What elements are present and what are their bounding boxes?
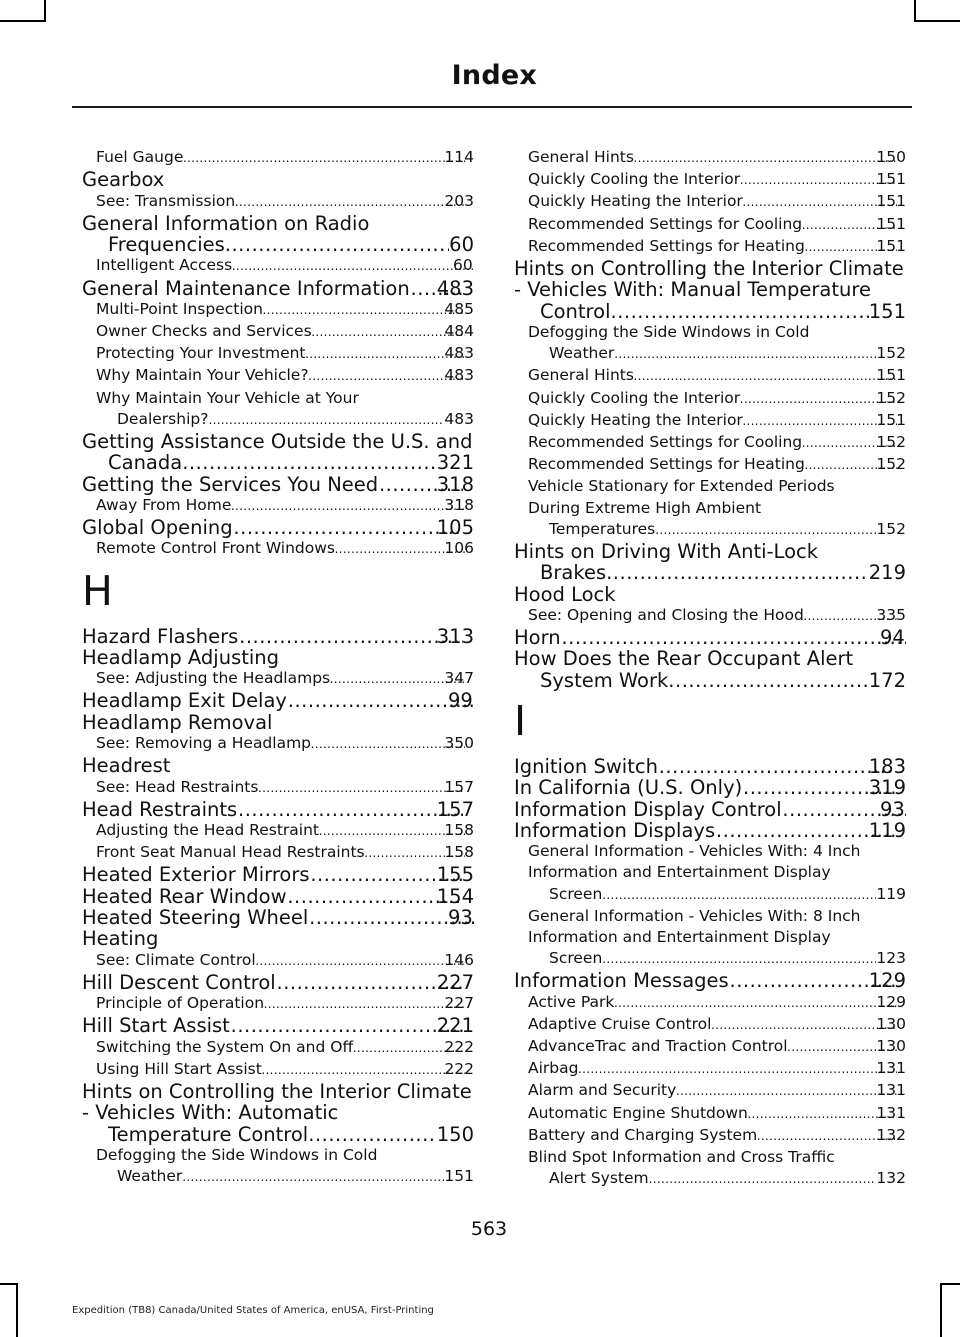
index-subentry [514,388,906,410]
page-ref[interactable]: 132 [876,1125,906,1144]
page-ref[interactable]: 221 [436,1014,474,1038]
entry-label: See: Adjusting the Headlamps [96,669,331,688]
page-ref[interactable]: 152 [876,388,906,407]
page-ref[interactable]: 152 [876,455,906,474]
page-ref[interactable]: 119 [876,884,906,903]
entry-line: Blind Spot Information and Cross Traffic [528,1148,835,1167]
page-ref[interactable]: 151 [876,170,906,189]
page-ref[interactable]: 158 [444,843,474,862]
entry-label: Global Opening [82,516,233,540]
index-entry [514,258,906,322]
entry-label: Heated Exterior Mirrors [82,863,310,887]
page-ref[interactable]: 227 [444,994,474,1013]
index-subentry [82,343,474,365]
page-ref[interactable]: 183 [868,754,906,778]
page-ref[interactable]: 318 [436,472,474,496]
entry-label: Recommended Settings for Heating [528,455,805,474]
page-ref[interactable]: 157 [436,797,474,821]
index-entry [82,712,474,733]
index-subentry [82,993,474,1015]
leader-dots [309,365,466,387]
page-ref[interactable]: 151 [444,1167,474,1186]
index-subentry [514,147,906,169]
index-subentry [514,454,906,476]
section-letter: H [82,566,113,615]
index-subentry [514,605,906,627]
entry-label: General Hints [528,148,634,166]
entry-label: Quickly Cooling the Interior [528,388,741,407]
index-entry [82,213,474,256]
index-subentry [82,842,474,864]
index-subentry: Intelligent Access ..... 60 [82,255,474,277]
entry-label: Front Seat Manual Head Restraints [96,843,365,862]
entry-label: See: Head Restraints [96,777,259,796]
index-subentry [82,388,474,431]
index-entry [82,799,474,820]
index-subentry [514,432,906,454]
page-ref[interactable]: 129 [876,992,906,1011]
page-ref[interactable]: 119 [868,818,906,842]
page-ref[interactable]: 318 [444,495,474,514]
leader-dots [182,452,437,473]
entry-line: General Information - Vehicles With: 8 Inch [528,906,861,925]
page-ref[interactable]: 222 [444,1059,474,1078]
entry-line: Getting Assistance Outside the U.S. and [82,430,473,454]
page-ref[interactable]: 152 [876,344,906,363]
crop-mark-bottom-right [940,1283,960,1285]
entry-label: Information Messages [514,969,729,993]
entry-line: Hints on Driving With Anti-Lock [514,539,819,563]
entry-label: Alarm and Security [528,1081,677,1100]
entry-line: Vehicle Stationary for Extended Periods [528,477,835,496]
entry-label: Principle of Operation [96,994,265,1013]
leader-dots [561,627,906,648]
page-ref[interactable]: 150 [436,1122,474,1146]
page-ref[interactable]: 321 [436,451,474,475]
entry-label: Temperature Control [108,1122,309,1146]
index-subentry [514,322,906,365]
entry-label: Headlamp Removal [82,710,273,734]
index-entry [514,777,906,798]
leader-dots [634,365,897,387]
entry-label: General Hints [528,366,634,385]
index-entry: Horn ..... 94 [514,627,906,648]
entry-line: General Information - Vehicles With: 4 Inch [528,842,861,861]
leader-dots [668,670,868,691]
entry-label: Adaptive Cruise Control [528,1014,712,1033]
page-ref[interactable]: 130 [876,1037,906,1056]
entry-label: Screen [549,949,603,968]
page-ref[interactable]: 219 [868,561,906,585]
page-number: 563 [470,1218,508,1240]
index-entry: Headlamp Exit Delay ..... 99 [82,690,474,711]
leader-dots [715,820,895,841]
index-entry [82,647,474,668]
page-ref[interactable]: 123 [876,949,906,968]
index-subentry [82,733,474,755]
leader-dots [312,321,466,343]
leader-dots [748,1103,898,1125]
leader-dots [611,301,869,322]
index-subentry [514,841,906,906]
entry-label: Alert System [549,1169,649,1188]
page-ref[interactable]: 484 [444,322,474,340]
page-ref[interactable]: 105 [436,516,474,540]
index-entry [82,169,474,190]
footer-text: Expedition (TB8) Canada/United States of America, enUSA, First-Printing [72,1305,434,1316]
index-subentry [82,147,474,169]
page-ref[interactable]: 151 [876,192,906,211]
entry-label: Frequencies [108,233,225,256]
page-title: Index [451,60,537,91]
page-ref[interactable]: 155 [436,863,474,887]
leader-dots [658,756,895,777]
entry-label: See: Opening and Closing the Hood [528,605,804,624]
index-subentry [82,495,474,517]
crop-mark-bottom-left-v [16,1283,18,1337]
leader-dots [235,191,465,213]
index-entry [514,970,906,991]
entry-line: - Vehicles With: Manual Temperature [514,278,871,302]
entry-label: Heated Rear Window [82,884,287,908]
leader-dots [308,1124,437,1145]
index-subentry [514,1147,906,1190]
index-subentry [82,538,474,560]
leader-dots [311,733,465,755]
page-ref[interactable]: 132 [876,1169,906,1188]
page-ref[interactable]: 483 [444,366,474,385]
page-ref[interactable]: 483 [444,344,474,363]
entry-label: Gearbox [82,168,165,192]
entry-label: See: Climate Control [96,950,256,969]
page-ref[interactable]: 483 [436,276,474,300]
crop-mark-top-left [0,20,46,22]
entry-label: Ignition Switch [514,754,658,778]
page-ref[interactable]: 151 [876,214,906,233]
page-ref[interactable]: 129 [868,969,906,993]
leader-dots [225,234,449,255]
entry-label: Protecting Your Investment [96,344,306,363]
index-subentry [514,1058,906,1080]
index-entry [82,474,474,495]
leader-dots [262,1059,466,1081]
leader-dots [232,255,474,277]
index-entry [514,648,906,691]
leader-dots [649,1168,877,1190]
entry-label: Switching the System On and Off [96,1037,354,1056]
leader-dots [182,1166,444,1188]
entry-line: Information and Entertainment Display [528,927,831,946]
page-ref[interactable]: 483 [444,409,474,428]
index-subentry [514,906,906,971]
index-subentry [514,1080,906,1102]
index-subentry [514,169,906,191]
entry-line: Hints on Controlling the Interior Climate [82,1080,472,1103]
page-ref[interactable]: 114 [444,148,474,166]
section-letter: I [514,696,527,745]
index-entry [82,972,474,993]
leader-dots [306,343,466,365]
index-entry [82,755,474,776]
entry-line: General Information on Radio [82,211,370,235]
leader-dots [183,147,465,169]
index-subentry [82,820,474,842]
entry-label: Away From Home [96,495,232,514]
entry-line: Information and Entertainment Display [528,863,831,882]
leader-dots [264,993,465,1015]
entry-label: See: Removing a Headlamp [96,734,312,752]
leader-dots [740,169,897,191]
entry-line: Defogging the Side Windows in Cold [96,1145,378,1164]
index-entry [82,864,474,885]
entry-label: Active Park [528,992,615,1011]
leader-dots [634,147,897,169]
header-divider [72,106,912,108]
index-entry [82,928,474,949]
index-subentry [514,1036,906,1058]
entry-label: Quickly Heating the Interior [528,410,743,429]
index-column-left [82,147,474,1188]
page-ref[interactable]: 151 [876,410,906,429]
entry-label: Heated Steering Wheel [82,906,309,929]
entry-label: Quickly Cooling the Interior [528,170,741,189]
entry-label: Weather [117,1167,183,1186]
leader-dots [740,388,897,410]
leader-dots [263,299,465,321]
page-ref[interactable]: 227 [436,970,474,994]
page-ref[interactable]: 146 [444,950,474,969]
index-subentry [514,236,906,258]
index-subentry [82,321,474,343]
entry-line: During Extreme High Ambient [528,498,762,517]
entry-label: Getting the Services You Need [82,472,379,496]
index-subentry [514,1014,906,1036]
index-subentry [514,1103,906,1125]
entry-label: Head Restraints [82,797,238,821]
page-ref[interactable]: 158 [444,821,474,839]
entry-line: Defogging the Side Windows in Cold [528,322,810,341]
index-entry [82,886,474,907]
entry-label: Fuel Gauge [96,148,184,166]
entry-label: Hill Start Assist [82,1014,230,1038]
index-entry: Information Display Control ..... 93 [514,799,906,820]
leader-dots [743,410,898,432]
entry-label: Adjusting the Head Restraint [96,821,320,839]
crop-mark-top-left-v [44,0,46,22]
page-ref[interactable]: 347 [444,669,474,688]
entry-label: Screen [549,884,603,903]
leader-dots [233,517,463,538]
entry-label: Heating [82,927,159,951]
page-ref[interactable]: 130 [876,1014,906,1033]
leader-dots [676,1080,897,1102]
index-subentry [514,992,906,1014]
leader-dots [743,191,898,213]
index-subentry [82,1145,474,1188]
index-entry [514,756,906,777]
entry-label: Hood Lock [514,582,616,606]
entry-label: Temperatures [549,519,656,538]
index-subentry [514,410,906,432]
index-subentry [82,1037,474,1059]
page-ref[interactable]: 350 [444,734,474,752]
page-ref[interactable]: 152 [876,432,906,451]
page-ref[interactable]: 131 [876,1059,906,1078]
index-entry [82,278,474,299]
entry-label: Remote Control Front Windows [96,539,336,558]
entry-label: In California (U.S. Only) [514,776,743,800]
index-entry [82,431,474,474]
index-column-right [514,147,906,1190]
entry-label: Intelligent Access [96,256,233,275]
entry-label: Automatic Engine Shutdown [528,1103,748,1122]
index-entry [514,584,906,605]
crop-mark-top-right-v [914,0,916,22]
index-entry [82,517,474,538]
entry-label: Why Maintain Your Vehicle? [96,366,309,385]
entry-label: Multi-Point Inspection [96,299,263,318]
index-subentry [82,299,474,321]
crop-mark-top-right [914,20,960,22]
index-entry [82,626,474,647]
leader-dots [287,690,474,711]
leader-dots [231,495,465,517]
index-subentry [82,950,474,972]
entry-label: Weather [549,344,615,363]
entry-label: Control [540,299,611,323]
leader-dots [614,343,876,365]
index-subentry [82,777,474,799]
entry-label: Horn [514,626,561,650]
crop-mark-bottom-right-v [940,1283,942,1337]
page-ref[interactable]: 151 [876,366,906,385]
page-ref[interactable]: 152 [876,519,906,538]
page-ref[interactable]: 131 [876,1103,906,1122]
index-subentry [82,365,474,387]
entry-label: AdvanceTrac and Traction Control [528,1037,788,1056]
leader-dots [602,948,876,970]
page-ref[interactable]: 157 [444,777,474,796]
entry-label: Using Hill Start Assist [96,1059,262,1078]
leader-dots [602,884,876,906]
page-ref[interactable]: 485 [444,299,474,318]
index-entry [514,820,906,841]
entry-label: System Work [540,668,669,692]
leader-dots [258,777,465,799]
leader-dots [276,972,463,993]
leader-dots [208,409,444,431]
index-entry [82,1015,474,1036]
index-subentry [514,214,906,236]
page-ref[interactable]: 154 [436,884,474,908]
entry-line: Hints on Controlling the Interior Climate [514,257,904,281]
entry-label: Recommended Settings for Cooling [528,214,803,233]
index-subentry [514,1125,906,1147]
page-ref[interactable]: 222 [444,1037,474,1056]
index-subentry [82,668,474,690]
entry-label: Quickly Heating the Interior [528,192,743,211]
index-subentry [514,191,906,213]
entry-line: Why Maintain Your Vehicle at Your [96,388,359,407]
entry-line: - Vehicles With: Automatic [82,1101,339,1125]
page-ref[interactable]: 106 [444,539,474,558]
index-entry: Heated Steering Wheel ..... 93 [82,907,474,928]
entry-label: Airbag [528,1059,579,1078]
entry-label: Headlamp Exit Delay [82,689,287,713]
page-ref[interactable]: 150 [876,148,906,166]
entry-label: Information Display Control [514,797,782,821]
entry-label: Owner Checks and Services [96,322,312,340]
page-ref[interactable]: 60 [449,233,474,256]
page-ref[interactable]: 203 [444,191,474,210]
page-ref[interactable]: 131 [876,1081,906,1100]
leader-dots [614,992,897,1014]
page-ref[interactable]: 151 [868,299,906,323]
leader-dots [256,950,466,972]
entry-label: See: Transmission [96,191,236,210]
index-subentry [514,365,906,387]
entry-label: Headrest [82,754,171,778]
entry-label: Brakes [540,561,607,585]
page-ref[interactable]: 151 [876,236,906,255]
leader-dots [237,799,463,820]
entry-label: Canada [108,451,183,475]
page-ref[interactable]: 335 [876,605,906,624]
index-entry [82,1081,474,1145]
entry-label: Information Displays [514,818,716,842]
leader-dots [578,1058,897,1080]
page-ref[interactable]: 172 [868,668,906,692]
entry-line: How Does the Rear Occupant Alert [514,647,854,671]
entry-label: Recommended Settings for Cooling [528,432,803,451]
entry-label: Dealership? [117,409,209,428]
entry-label: Recommended Settings for Heating [528,236,805,255]
leader-dots [238,626,462,647]
entry-label: General Maintenance Information [82,276,410,300]
page-ref[interactable]: 319 [868,776,906,800]
entry-label: Hazard Flashers [82,624,239,648]
leader-dots [711,1014,897,1036]
index-subentry [82,191,474,213]
index-entry [514,541,906,584]
entry-label: Hill Descent Control [82,970,276,994]
entry-label: Headlamp Adjusting [82,645,280,669]
leader-dots [230,1015,463,1036]
leader-dots [606,562,869,583]
index-subentry [514,476,906,541]
page-ref[interactable]: 313 [436,624,474,648]
index-subentry [82,1059,474,1081]
leader-dots [655,519,876,541]
entry-label: Battery and Charging System [528,1125,758,1144]
